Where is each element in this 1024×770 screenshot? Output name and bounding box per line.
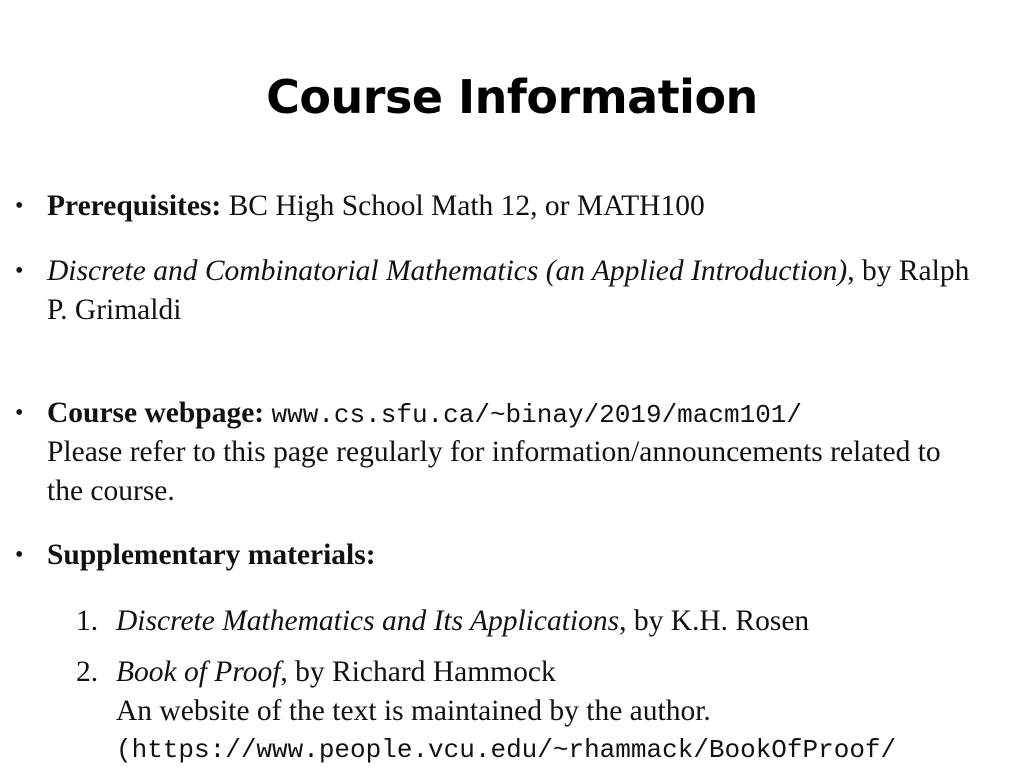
item-number: 1. bbox=[76, 605, 99, 637]
item-author: , by K.H. Rosen bbox=[619, 605, 810, 637]
webpage-note-line1: Please refer to this page regularly for information/announcements related to bbox=[47, 436, 941, 468]
prerequisites-text: BC High School Math 12, or MATH100 bbox=[221, 190, 705, 222]
bullet-marker: • bbox=[15, 400, 24, 426]
bullet-marker: • bbox=[15, 542, 24, 568]
item-title: Book of Proof bbox=[116, 656, 281, 688]
item-note: An website of the text is maintained by the author. bbox=[116, 695, 711, 727]
bullet-marker: • bbox=[15, 258, 24, 284]
webpage-url[interactable]: www.cs.sfu.ca/~binay/2019/macm101/ bbox=[271, 400, 803, 430]
prerequisites-label: Prerequisites: bbox=[47, 190, 222, 222]
webpage-label: Course webpage: bbox=[47, 397, 265, 429]
supplementary-label: Supplementary materials: bbox=[47, 539, 376, 571]
textbook-author-line2: P. Grimaldi bbox=[47, 294, 182, 326]
textbook-author-line1: , by Ralph bbox=[847, 255, 970, 287]
webpage-note-line2: the course. bbox=[47, 475, 175, 507]
textbook-title: Discrete and Combinatorial Mathematics (an Applied Introduction) bbox=[47, 255, 848, 287]
item-author: , by Richard Hammock bbox=[280, 656, 556, 688]
item-title: Discrete Mathematics and Its Applications bbox=[116, 605, 620, 637]
bullet-marker: • bbox=[15, 193, 24, 219]
slide-title: Course Information bbox=[266, 70, 758, 124]
item-url[interactable]: (https://www.people.vcu.edu/~rhammack/BookOfProof/ bbox=[116, 735, 897, 765]
item-number: 2. bbox=[76, 656, 99, 688]
